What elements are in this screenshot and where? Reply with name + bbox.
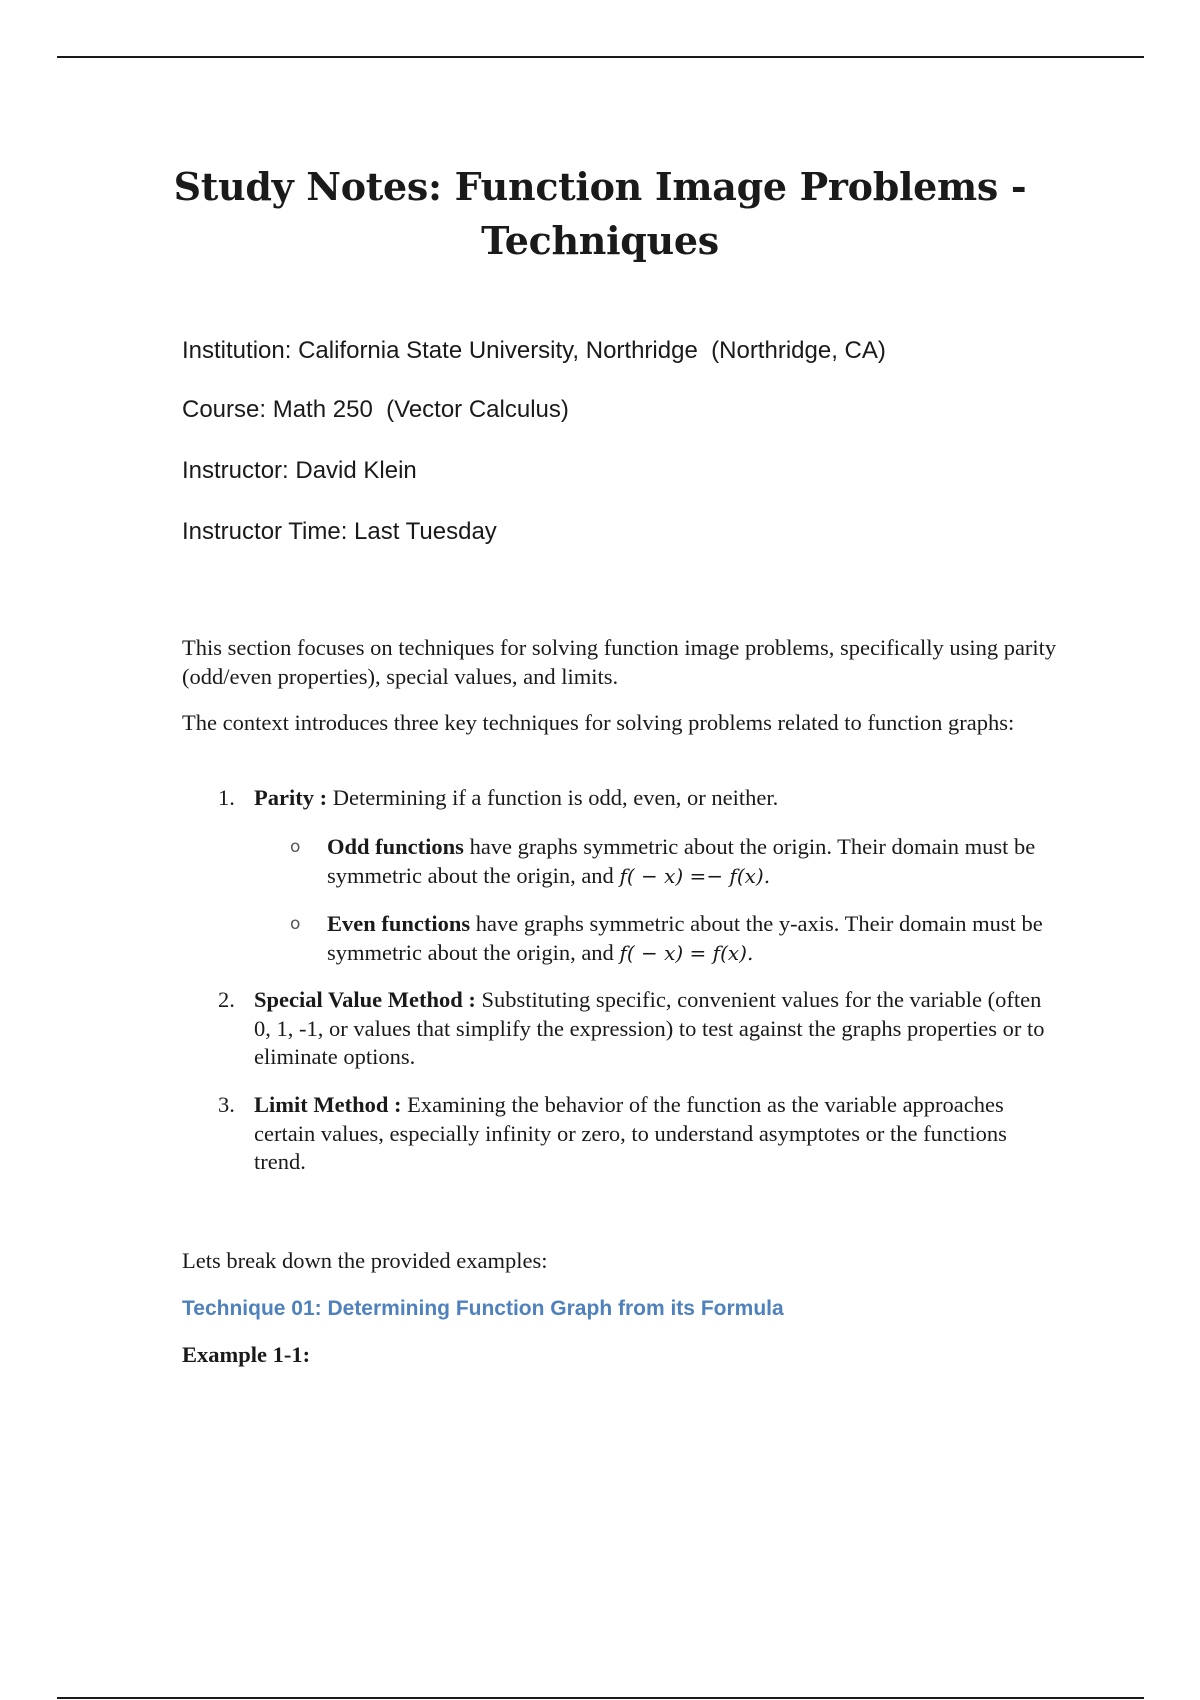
example-label: Example 1-1: [182,1342,311,1367]
formula: f( − x) = f(x). [619,940,754,965]
sub-term: Even functions [327,911,471,936]
top-rule [57,56,1144,58]
instructor-line [182,456,417,486]
list-text [254,784,1054,813]
institution-label: Institution: [182,337,292,364]
time-value: Last Tuesday [354,518,497,545]
bullet-icon: o [290,837,301,857]
page-title: Study Notes: Function Image Problems - Techniques [173,164,1027,263]
list-desc: Substituting specific, convenient values for the variable (often 0, 1, -1, or values that simplify the expression) to test against the graphs properties or to eliminate options. [254,987,1045,1069]
list-number: 3. [218,1092,235,1117]
course-name: (Vector Calculus) [386,396,569,423]
course-label: Course: [182,396,267,423]
time-label: Instructor Time: [182,518,348,545]
sub-term: Odd functions [327,834,464,859]
intro-paragraph-2: The context introduces three key techniques for solving problems related to function graphs: [182,710,1015,735]
sub-text [327,833,1067,890]
instructor-label: Instructor: [182,457,289,484]
list-text [254,1091,1054,1177]
institution-line [182,336,886,366]
bullet-icon: o [290,914,301,934]
intro-paragraph-1: This section focuses on techniques for solving function image problems, specifically using parity (odd/even properties), special values, and limits. [182,635,1057,689]
instructor-time-line [182,517,497,547]
list-number: 1. [218,785,235,810]
list-term: Parity : [254,785,328,810]
bottom-rule [57,1697,1144,1699]
institution-location: (Northridge, CA) [711,337,886,364]
list-text [254,986,1054,1072]
course-value: Math 250 [272,396,373,423]
breakdown-text: Lets break down the provided examples: [182,1248,548,1273]
sub-desc: have graphs symmetric about the origin. Their domain must be symmetric about the origin, and [327,834,1036,888]
formula: f( − x) =− f(x). [619,863,771,888]
instructor-value: David Klein [295,457,417,484]
list-desc: Examining the behavior of the function as the variable approaches certain values, especially infinity or zero, to understand asymptotes or the functions trend. [254,1092,1007,1174]
list-number: 2. [218,987,235,1012]
list-term: Special Value Method : [254,987,476,1012]
technique-heading: Technique 01: Determining Function Graph from its Formula [182,1297,784,1320]
list-desc: Determining if a function is odd, even, or neither. [332,785,779,810]
sub-text [327,910,1067,967]
sub-desc: have graphs symmetric about the y-axis. Their domain must be symmetric about the origin, and [327,911,1043,965]
institution-value: California State University, Northridge [298,337,698,364]
list-term: Limit Method : [254,1092,402,1117]
course-line [182,395,569,425]
